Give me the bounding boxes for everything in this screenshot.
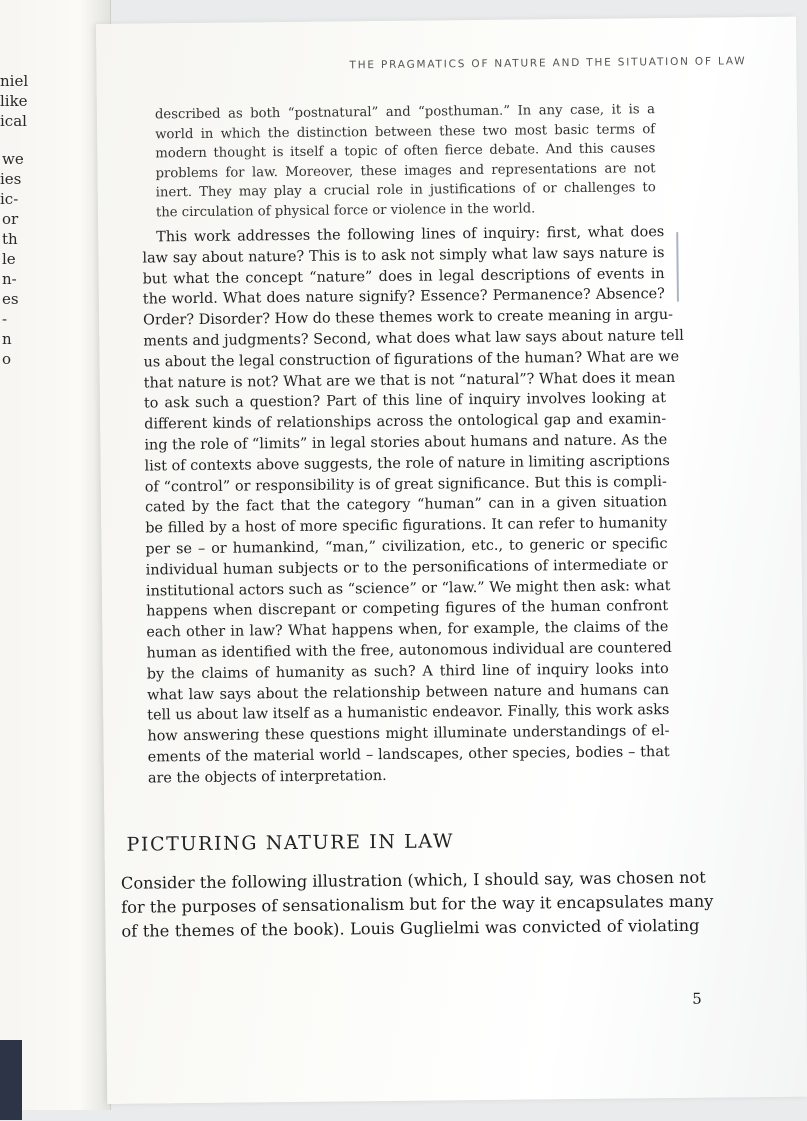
- text-line: world in which the distinction between these two most basic terms of: [155, 121, 656, 142]
- text-line: the world. What does nature signify? Essence? Permanence? Absence?: [142, 286, 665, 308]
- left-page-text: es: [2, 290, 19, 308]
- text-line: Consider the following illustration (which, I should say, was chosen not: [120, 867, 706, 893]
- text-line: per se – or humankind, “man,” civilization, etc., to generic or specific: [145, 535, 668, 558]
- text-line: ements of the material world – landscapes, other species, bodies – that: [147, 743, 670, 766]
- left-page-text: n: [2, 330, 12, 348]
- text-line: list of contexts above suggests, the role of nature in limiting ascriptions: [144, 452, 670, 475]
- running-header: THE PRAGMATICS OF NATURE AND THE SITUATION OF LAW: [349, 55, 747, 72]
- text-line: the circulation of physical force or violence in the world.: [155, 200, 536, 220]
- section-heading: PICTURING NATURE IN LAW: [126, 830, 455, 856]
- left-page-text: we: [2, 150, 24, 168]
- text-line: law say about nature? This is to ask not simply what law says nature is: [142, 244, 665, 267]
- text-line: individual human subjects or to the personifications of intermediate or: [145, 556, 668, 579]
- text-line: for the purposes of sensationalism but for the way it encapsulates many: [121, 891, 714, 917]
- text-line: ing the role of “limits” in legal stories about humans and nature. As the: [144, 432, 668, 454]
- text-line: that nature is not? What are we that is not “natural”? What does it mean: [143, 369, 676, 392]
- text-line: but what the concept “nature” does in legal descriptions of events in: [142, 265, 665, 288]
- book-page: [96, 17, 807, 1104]
- text-line: Order? Disorder? How do these themes work to create meaning in argu-: [143, 307, 673, 329]
- text-line: each other in law? What happens when, for example, the claims of the: [146, 619, 669, 641]
- text-line: happens when discrepant or competing figures of the human confront: [146, 598, 669, 620]
- left-page-text: ical: [0, 112, 27, 130]
- text-line: human as identified with the free, autonomous individual are countered: [146, 639, 672, 662]
- text-line: are the objects of interpretation.: [147, 767, 387, 787]
- page-number: 5: [692, 989, 702, 1008]
- left-page-text: th: [2, 230, 18, 248]
- text-line: cated by the fact that the category “human” can in a given situation: [144, 494, 668, 516]
- pen-margin-mark: [676, 232, 679, 302]
- left-page: [0, 0, 111, 1110]
- left-page-text: or: [2, 210, 19, 228]
- left-page-text: ic-: [0, 190, 19, 208]
- paragraph-1: [155, 100, 656, 222]
- text-line: inert. They may play a crucial role in justifications of or challenges to: [155, 180, 656, 201]
- text-line: of “control” or responsibility is of great significance. But this is compli-: [144, 473, 667, 496]
- text-line: institutional actors such as “science” or “law.” We might then ask: what: [145, 577, 671, 600]
- text-line: us about the legal construction of figurations of the human? What are we: [143, 348, 680, 371]
- paragraph-2: [142, 222, 684, 789]
- paragraph-3: [120, 866, 714, 944]
- left-page-text: le: [2, 250, 16, 268]
- left-page-text: like: [0, 92, 28, 110]
- text-line: described as both “postnatural” and “posthuman.” In any case, it is a: [154, 102, 656, 123]
- text-line: tell us about law itself as a humanistic endeavor. Finally, this work asks: [147, 702, 670, 724]
- text-line: how answering these questions might illuminate understandings of el-: [147, 723, 670, 745]
- text-line: ments and judgments? Second, what does what law says about nature tell: [143, 327, 684, 350]
- text-line: This work addresses the following lines of inquiry: first, what does: [156, 224, 665, 246]
- book-spine: [0, 1040, 22, 1120]
- left-page-text: o: [2, 350, 12, 368]
- text-line: by the claims of humanity as such? A third line of inquiry looks into: [146, 660, 669, 683]
- left-page-text: niel: [0, 72, 29, 90]
- text-line: modern thought is itself a topic of often fierce debate. And this causes: [155, 141, 656, 162]
- text-line: what law says about the relationship between nature and humans can: [146, 681, 670, 704]
- left-page-text: n-: [2, 270, 17, 288]
- text-line: different kinds of relationships across the ontological gap and examin-: [144, 411, 667, 433]
- left-page-text: ies: [0, 170, 22, 188]
- text-line: problems for law. Moreover, these images and representations are not: [155, 160, 656, 181]
- left-page-text: -: [2, 310, 8, 328]
- text-line: of the themes of the book). Louis Guglielmi was convicted of violating: [121, 915, 700, 941]
- text-line: to ask such a question? Part of this line of inquiry involves looking at: [143, 390, 667, 412]
- text-line: be filled by a host of more specific figurations. It can refer to humanity: [145, 515, 668, 537]
